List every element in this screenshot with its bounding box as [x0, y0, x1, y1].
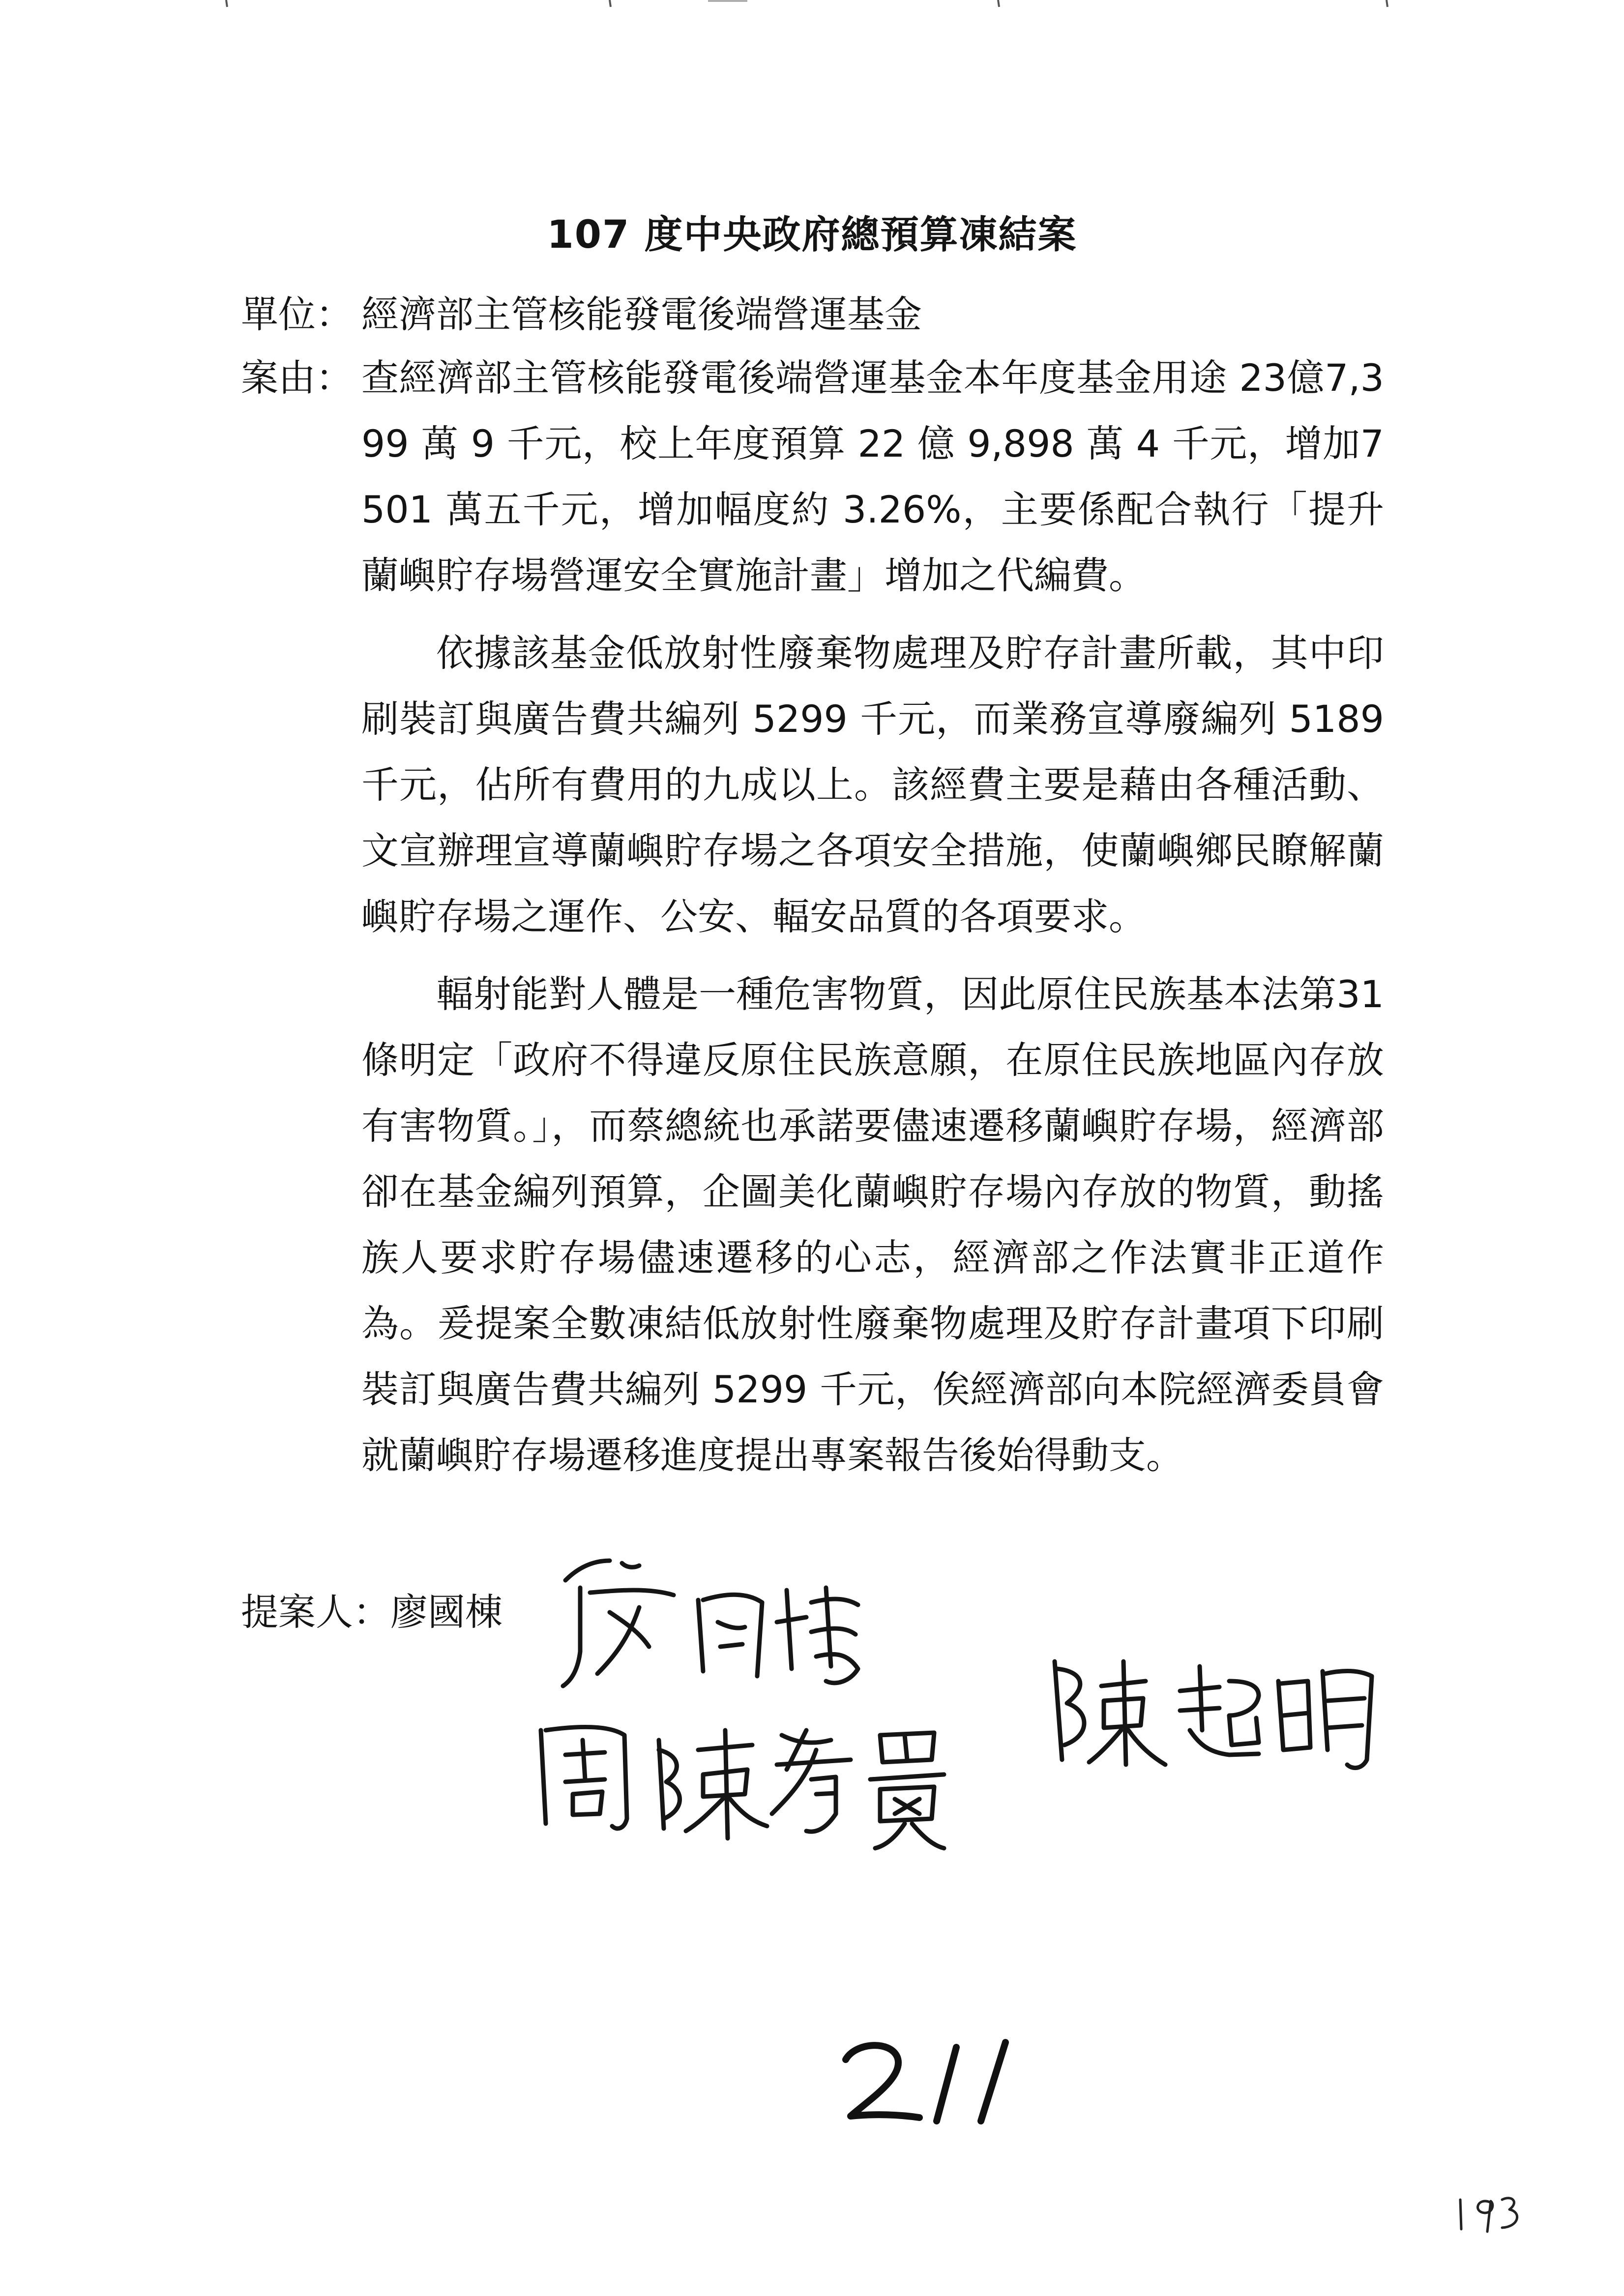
unit-label: 單位：: [241, 292, 353, 336]
case-paragraph-1: 查經濟部主管核能發電後端營運基金本年度基金用途 23億7,399 萬 9 千元，校上年度預算 22 億 9,898 萬 4 千元，增加7501 萬五千元，增加幅度約 3.26%，主要係配合執行「提升蘭嶼貯存場營運安全實施計畫」增加之代編費。: [361, 356, 1384, 597]
document-title: 107 度中央政府總預算凍結案: [547, 213, 1077, 257]
proposer-name: 廖國棟: [390, 1590, 502, 1634]
corner-page-number: [1450, 2182, 1524, 2237]
handwritten-page-number: [836, 2030, 1042, 2128]
proposer-label: 提案人：: [241, 1590, 390, 1634]
signature-2: [541, 1727, 944, 1848]
unit-value: 經濟部主管核能發電後端營運基金: [361, 292, 922, 336]
signature-3: [1055, 1661, 1372, 1768]
proposer-row: [241, 1588, 502, 1637]
case-label: 案由：: [241, 356, 353, 400]
signature-1: [563, 1561, 858, 1686]
scan-edge-marks: [0, 0, 1624, 20]
case-paragraph-2: 依據該基金低放射性廢棄物處理及貯存計畫所載，其中印刷裝訂與廣告費共編列 5299 千元，而業務宣導廢編列 5189千元，佔所有費用的九成以上。該經費主要是藉由各種活動、文宣辦理宣導蘭嶼貯存場之各項安全措施，使蘭嶼鄉民瞭解蘭嶼貯存場之運作、公安、輻安品質的各項要求。: [361, 631, 1384, 938]
unit-row: [241, 283, 922, 347]
case-paragraph-3: 輻射能對人體是一種危害物質，因此原住民族基本法第31 條明定「政府不得違反原住民族意願，在原住民族地區內存放有害物質。」，而蔡總統也承諾要儘速遷移蘭嶼貯存場，經濟部卻在基金編列預算，企圖美化蘭嶼貯存場內存放的物質，動搖族人要求貯存場儘速遷移的心志，經濟部之作法實非正道作為。爰提案全數凍結低放射性廢棄物處理及貯存計畫項下印刷裝訂與廣告費共編列 5299 千元，俟經濟部向本院經濟委員會就蘭嶼貯存場遷移進度提出專案報告後始得動支。: [361, 972, 1384, 1477]
case-section: [241, 345, 1387, 1488]
